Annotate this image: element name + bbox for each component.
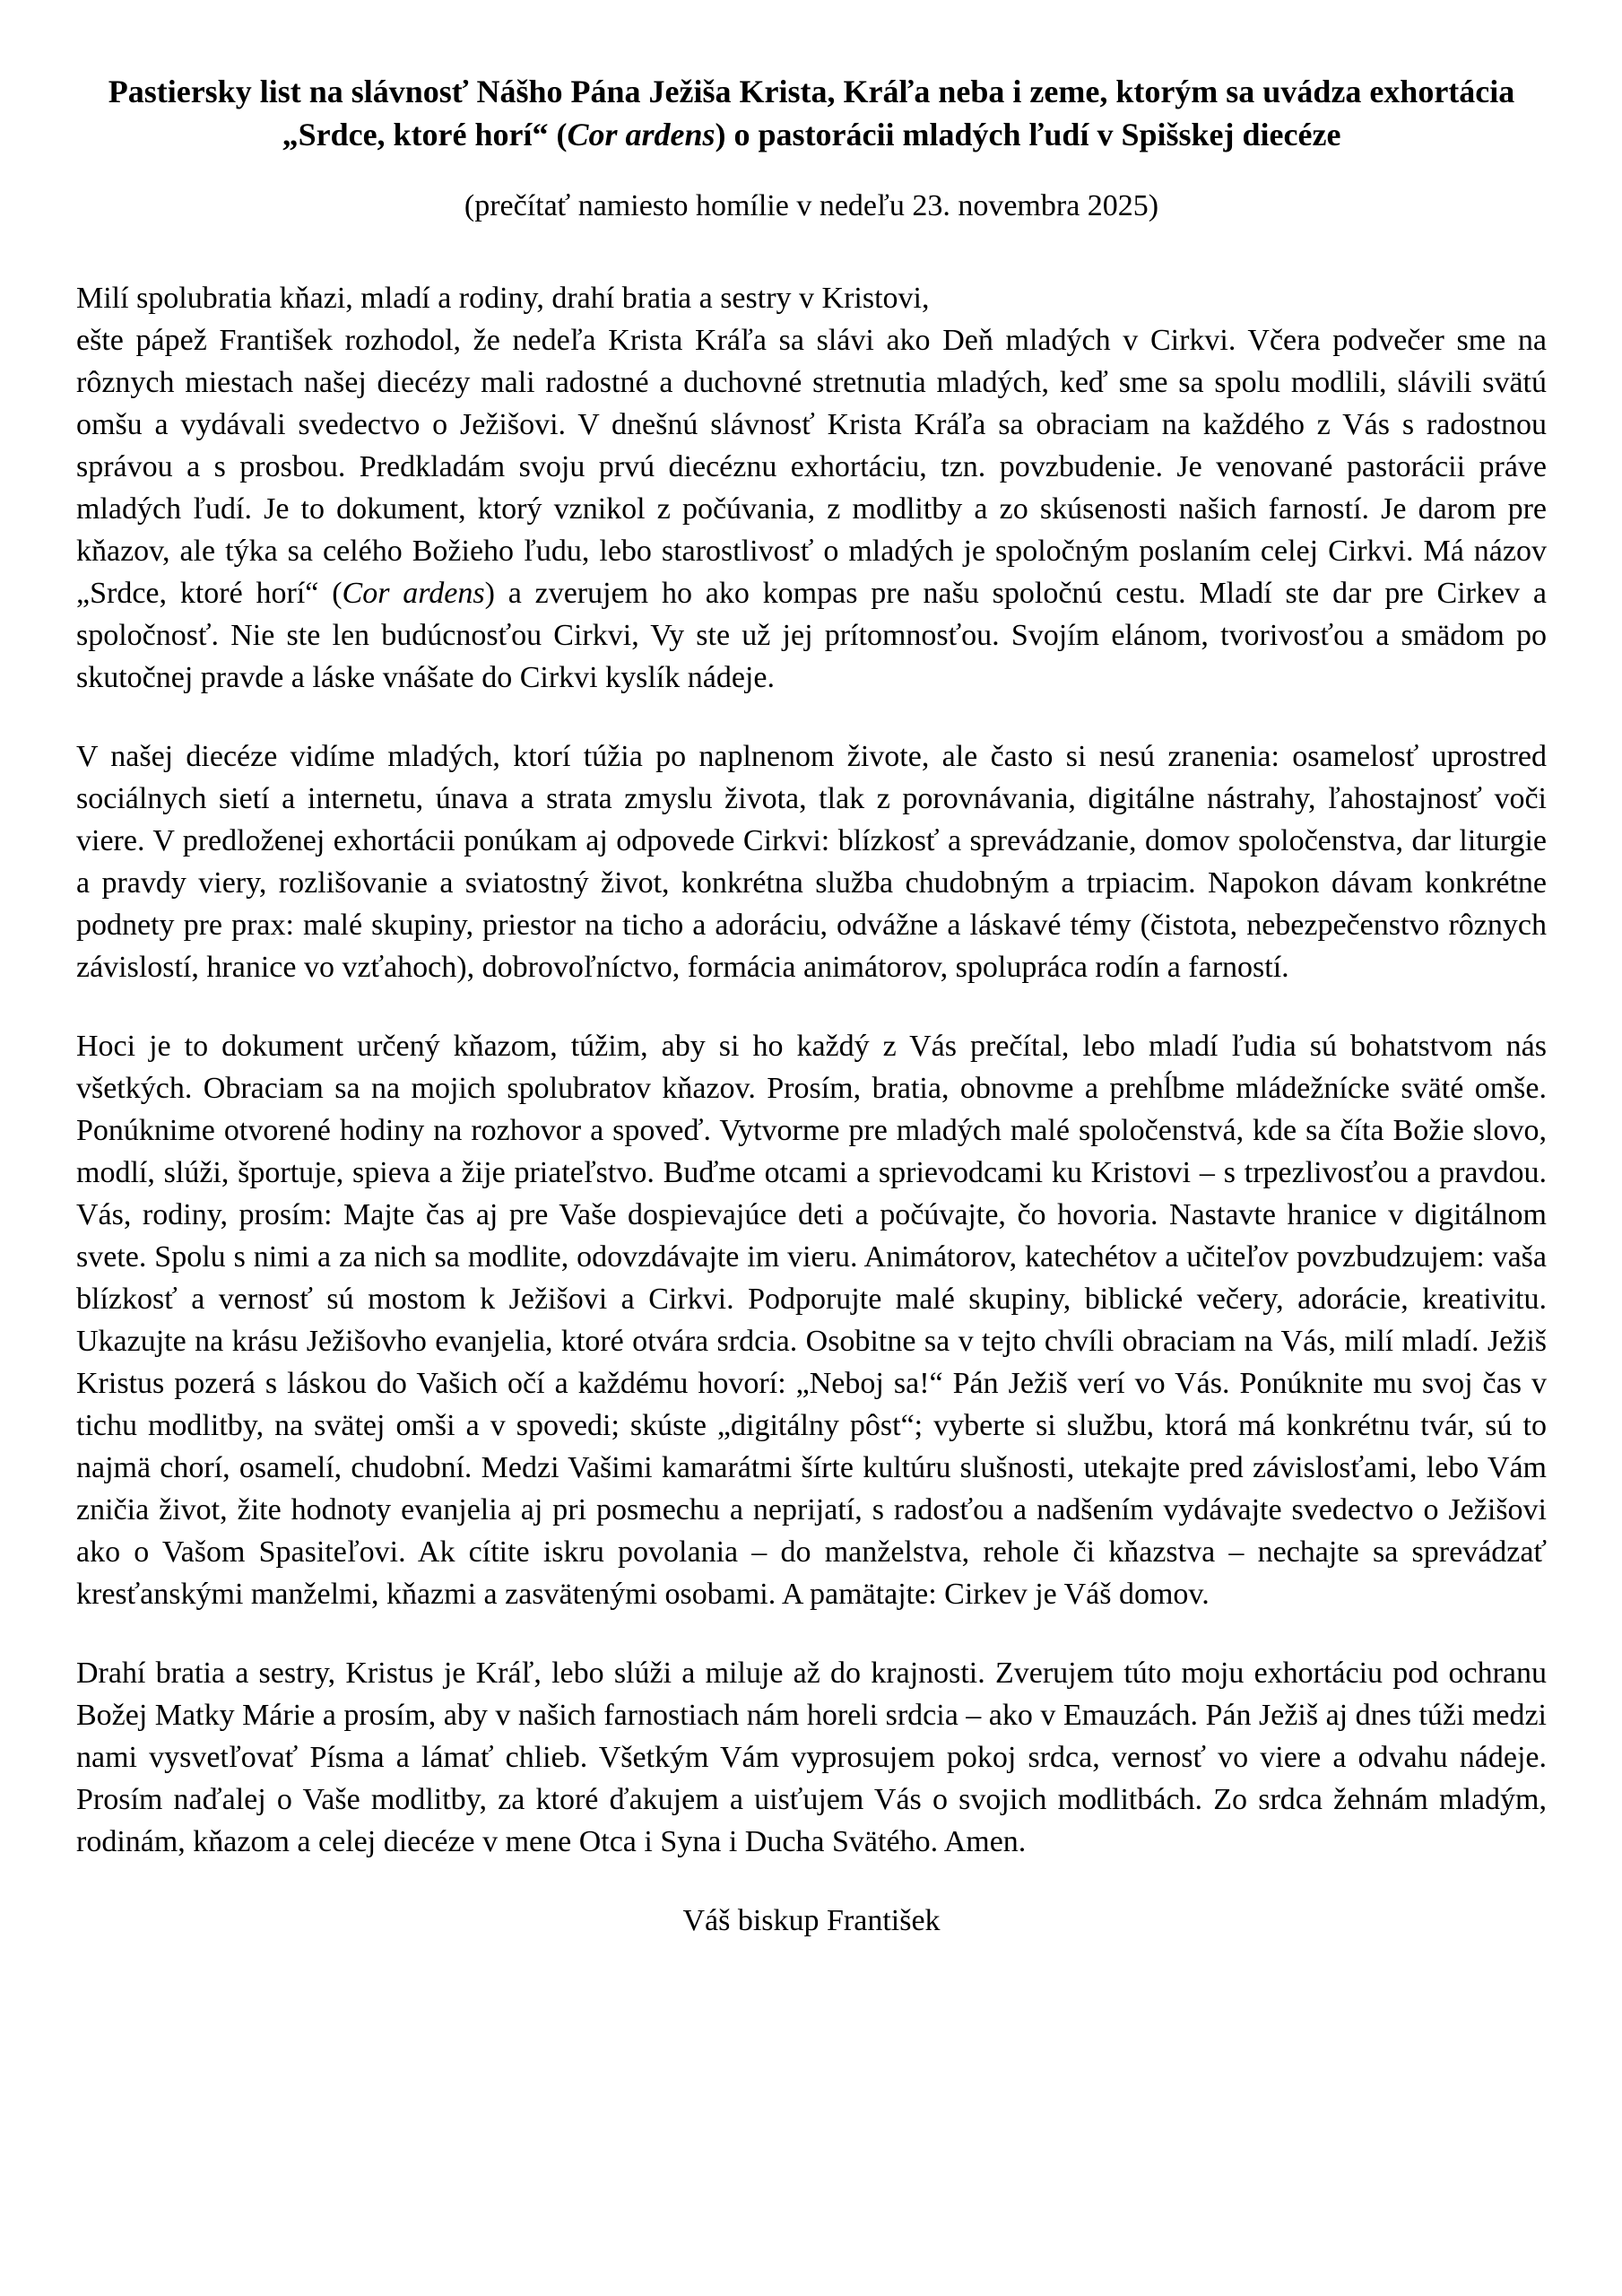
text-run: Hoci je to dokument určený kňazom, túžim, aby si ho každý z Vás prečítal, lebo mladí ľudia sú bohatstvom nás všetkých. Obraciam sa na mojich spolubratov kňazov. Prosím, bratia, obnovme a prehĺbme mládežnícke sväté omše. Ponúknime otvorené hodiny na rozhovor a spoveď. Vytvorme pre mladých malé spoločenstvá, kde sa číta Božie slovo, modlí, slúži, športuje, spieva a žije priateľstvo. Buďme otcami a sprievodcami ku Kristovi – s trpezlivosťou a pravdou. Vás, rodiny, prosím: Majte čas aj pre Vaše dospievajúce deti a počúvajte, čo hovoria. Nastavte hranice v digitálnom svete. Spolu s nimi a za nich sa modlite, odovzdávajte im vieru. Animátorov, katechétov a učiteľov povzbudzujem: vaša blízkosť a vernosť sú mostom k Ježišovi a Cirkvi. Podporujte malé skupiny, biblické večery, adorácie, kreativitu. Ukazujte na krásu Ježišovho evanjelia, ktoré otvára srdcia. Osobitne sa v tejto chvíli obraciam na Vás, milí mladí. Ježiš Kristus pozerá s láskou do Vašich očí a každému hovorí: „Neboj sa!“ Pán Ježiš verí vo Vás. Ponúknite mu svoj čas v tichu modlitby, na svätej omši a v spovedi; skúste „digitálny pôst“; vyberte si službu, ktorá má konkrétnu tvár, sú to najmä chorí, osamelí, chudobní. Medzi Vašimi kamarátmi šírte kultúru slušnosti, utekajte pred závislosťami, lebo Vám zničia život, žite hodnoty evanjelia aj pri posmechu a neprijatí, s radosťou a nadšením vydávajte svedectvo o Ježišovi ako o Vašom Spasiteľovi. Ak cítite iskru povolania – do manželstva, rehole či kňazstva – nechajte sa sprevádzať kresťanskými manželmi, kňazmi a zasvätenými osobami. A pamätajte: Cirkev je Váš domov. <box>76 1030 1547 1611</box>
body-paragraph <box>76 319 1547 699</box>
italic-text-run: Cor ardens <box>567 117 716 152</box>
salutation-line: Milí spolubratia kňazi, mladí a rodiny, drahí bratia a sestry v Kristovi, <box>76 282 930 315</box>
text-run: ešte pápež František rozhodol, že nedeľa Krista Kráľa sa slávi ako Deň mladých v Cirkvi. Včera podvečer sme na rôznych miestach našej diecézy mali radostné a duchovné stretnutia mladých, keď sme sa spolu modlili, slávili svätú omšu a vydávali svedectvo o Ježišovi. V dnešnú slávnosť Krista Kráľa sa obraciam na každého z Vás s radostnou správou a s prosbou. Predkladám svoju prvú diecéznu exhortáciu, tzn. povzbudenie. Je venované pastorácii práve mladých ľudí. Je to dokument, ktorý vznikol z počúvania, z modlitby a zo skúsenosti našich farností. Je darom pre kňazov, ale týka sa celého Božieho ľudu, lebo starostlivosť o mladých je spoločným poslaním celej Cirkvi. Má názov „Srdce, ktoré horí“ ( <box>76 324 1547 610</box>
italic-text-run: Cor ardens <box>342 577 485 610</box>
text-run: ) a zverujem ho ako kompas pre našu spoločnú cestu. Mladí ste dar pre Cirkev a spoločnosť. Nie ste len budúcnosťou Cirkvi, Vy ste už jej prítomnosťou. Svojím elánom, tvorivosťou a smädom po skutočnej pravde a láske vnášate do Cirkvi kyslík nádeje. <box>76 577 1548 694</box>
body-paragraph <box>76 1652 1547 1863</box>
document-title <box>85 70 1538 156</box>
body-paragraph <box>76 1025 1547 1615</box>
body-paragraph <box>76 735 1547 988</box>
signature-line: Váš biskup František <box>682 1904 941 1937</box>
document-subtitle: (prečítať namiesto homílie v nedeľu 23. novembra 2025) <box>464 189 1159 222</box>
text-run: Pastiersky list na slávnosť Nášho Pána Ježiša Krista, Kráľa neba i zeme, ktorým sa uvádza exhortácia „Srdce, ktoré horí“ ( <box>108 74 1515 152</box>
document-body <box>76 277 1547 1863</box>
text-run: Drahí bratia a sestry, Kristus je Kráľ, lebo slúži a miluje až do krajnosti. Zverujem túto moju exhortáciu pod ochranu Božej Matky Márie a prosím, aby v našich farnostiach nám horeli srdcia – ako v Emauzách. Pán Ježiš aj dnes túži medzi nami vysvetľovať Písma a lámať chlieb. Všetkým Vám vyprosujem pokoj srdca, vernosť vo viere a odvahu nádeje. Prosím naďalej o Vaše modlitby, za ktoré ďakujem a uisťujem Vás o svojich modlitbách. Zo srdca žehnám mladým, rodinám, kňazom a celej diecéze v mene Otca i Syna i Ducha Svätého. Amen. <box>76 1657 1547 1858</box>
text-run: V našej diecéze vidíme mladých, ktorí túžia po naplnenom živote, ale často si nesú zranenia: osamelosť uprostred sociálnych sietí a internetu, únava a strata zmyslu života, tlak z porovnávania, digitálne nástrahy, ľahostajnosť voči viere. V predloženej exhortácii ponúkam aj odpovede Cirkvi: blízkosť a sprevádzanie, domov spoločenstva, dar liturgie a pravdy viery, rozlišovanie a sviatostný život, konkrétna služba chudobným a trpiacim. Napokon dávam konkrétne podnety pre prax: malé skupiny, priestor na ticho a adoráciu, odvážne a láskavé témy (čistota, nebezpečenstvo rôznych závislostí, hranice vo vzťahoch), dobrovoľníctvo, formácia animátorov, spolupráca rodín a farností. <box>76 740 1547 984</box>
paragraph-container <box>76 319 1547 1863</box>
text-run: ) o pastorácii mladých ľudí v Spišskej diecéze <box>715 117 1341 152</box>
